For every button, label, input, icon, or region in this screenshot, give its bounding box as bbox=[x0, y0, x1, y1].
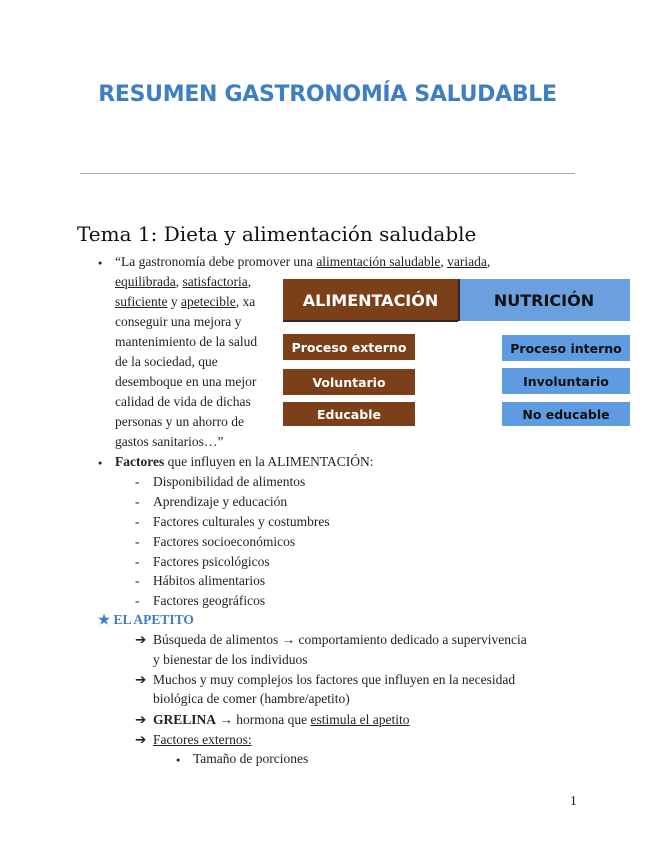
quote-line-8: calidad de vida de dichas bbox=[115, 394, 251, 409]
horizontal-rule bbox=[80, 173, 575, 174]
bullet-icon: ● bbox=[98, 459, 103, 467]
factor-item: Aprendizaje y educación bbox=[153, 494, 288, 509]
header-underline bbox=[283, 320, 458, 322]
quote-line-6: de la sociedad, que bbox=[115, 354, 218, 369]
apetito-point-3: GRELINA → hormona que estimula el apetito bbox=[153, 712, 410, 727]
left-item-2: Voluntario bbox=[283, 369, 415, 395]
arrow-icon: ➔ bbox=[135, 632, 147, 647]
document-title: RESUMEN GASTRONOMÍA SALUDABLE bbox=[98, 82, 557, 107]
dash-icon: - bbox=[135, 474, 140, 489]
dash-icon: - bbox=[135, 494, 140, 509]
left-item-3: Educable bbox=[283, 402, 415, 426]
quote-line-10: gastos sanitarios…” bbox=[115, 434, 224, 449]
dash-icon: - bbox=[135, 514, 140, 529]
left-item-1: Proceso externo bbox=[283, 334, 415, 360]
arrow-icon: ➔ bbox=[135, 672, 147, 687]
arrow-icon: ➔ bbox=[135, 712, 147, 727]
apetito-point-2-line-2: biológica de comer (hambre/apetito) bbox=[153, 691, 350, 706]
star-icon: ★ bbox=[98, 612, 111, 627]
section-heading: Tema 1: Dieta y alimentación saludable bbox=[77, 222, 477, 246]
quote-line-4: conseguir una mejora y bbox=[115, 314, 242, 329]
apetito-point-1-line-1: Búsqueda de alimentos → comportamiento dedicado a supervivencia bbox=[153, 632, 527, 647]
factors-label: Factores que influyen en la ALIMENTACIÓN: bbox=[115, 454, 374, 469]
factor-item: Factores psicológicos bbox=[153, 554, 270, 569]
dash-icon: - bbox=[135, 534, 140, 549]
apetito-point-2-line-1: Muchos y muy complejos los factores que influyen en la necesidad bbox=[153, 672, 516, 687]
factor-item: Factores geográficos bbox=[153, 593, 266, 608]
dash-icon: - bbox=[135, 573, 140, 588]
quote-line-1: “La gastronomía debe promover una alimentación saludable, variada, bbox=[115, 254, 491, 269]
quote-line-2: equilibrada, satisfactoria, bbox=[115, 274, 252, 289]
quote-line-9: personas y un ahorro de bbox=[115, 414, 244, 429]
quote-line-5: mantenimiento de la salud bbox=[115, 334, 258, 349]
right-item-3: No educable bbox=[502, 402, 630, 426]
apetito-point-1-line-2: y bienestar de los individuos bbox=[153, 652, 308, 667]
bullet-icon: ● bbox=[176, 756, 181, 764]
nutricion-header: NUTRICIÓN bbox=[458, 279, 630, 321]
sub-item: Tamaño de porciones bbox=[193, 751, 309, 766]
header-divider bbox=[458, 279, 460, 321]
factor-item: Factores culturales y costumbres bbox=[153, 514, 330, 529]
apetito-point-4: Factores externos: bbox=[153, 732, 252, 747]
right-item-2: Involuntario bbox=[502, 368, 630, 394]
right-item-1: Proceso interno bbox=[502, 335, 630, 361]
factor-item: Factores socioeconómicos bbox=[153, 534, 296, 549]
quote-line-7: desemboque en una mejor bbox=[115, 374, 257, 389]
factor-item: Disponibilidad de alimentos bbox=[153, 474, 306, 489]
arrow-icon: ➔ bbox=[135, 732, 147, 747]
dash-icon: - bbox=[135, 593, 140, 608]
alimentacion-header: ALIMENTACIÓN bbox=[283, 279, 458, 321]
apetito-heading: ★ EL APETITO bbox=[98, 612, 194, 627]
factor-item: Hábitos alimentarios bbox=[153, 573, 266, 588]
quote-line-3: suficiente y apetecible, xa bbox=[115, 294, 256, 309]
dash-icon: - bbox=[135, 554, 140, 569]
bullet-icon: ● bbox=[98, 259, 103, 267]
page-number: 1 bbox=[570, 793, 577, 808]
